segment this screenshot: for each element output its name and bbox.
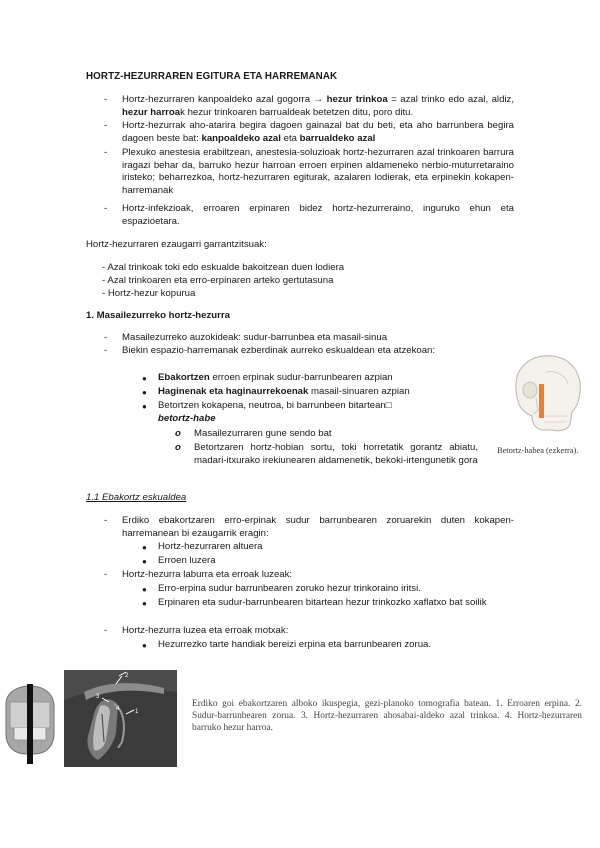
intro-item-3: Plexuko anestesia erabiltzean, anestesia-soluzioak hortz-hezurraren azal trinkoaren barrura iragazi behar da, barruko hezur harroan erroen erpinen aldameneko nerbio-muturretaraino iristeko; beharrezkoa, hortz-hezurraren egiturak, azalaren lodierak, eta erpinekin kokapen-harremanak [122,147,514,197]
section-1-item-2: Biekin espazio-harremanak ezberdinak aurreko eskualdean eta atzekoan: [122,345,436,356]
section-1-subsub-1: Masailezurraren gune sendo bat [194,428,332,439]
bullet-icon: ● [142,543,147,552]
dash-marker: - [104,332,108,343]
ct-label-4: 4 [116,706,120,712]
intro-item-4: Hortz-infekzioak, erroaren erpinaren bidez hortz-hezurreraino, inguruko ehun eta espazioetara. [122,203,514,227]
section-1-1-sub: Hortz-hezurraren altuera [158,541,263,552]
dash-marker: - [104,625,108,636]
features-heading: Hortz-hezurraren ezaugarri garrantzitsuak: [86,239,267,250]
ct-label-1: 1 [135,709,139,715]
ct-caption: Erdiko goi ebakortzaren alboko ikuspegia, gezi-planoko tomografia batean. 1. Erroaren erpina. 2. Sudur-barrunbearen zorua. 3. Hortz-hezurraren ahosabai-aldeko azal trinkoa. 4. Hortz-hezurraren barruko hezur harroa. [192,699,582,733]
section-1-sub-2: Haginenak eta haginaurrekoenak masail-sinuaren azpian [158,386,410,397]
ct-label-3: 3 [96,694,100,700]
section-1-1-item-3: Hortz-hezurra luzea eta erroak motxak: [122,625,289,636]
bullet-icon: ● [142,641,147,650]
bullet-icon: ● [142,585,147,594]
bullet-icon: ● [142,557,147,566]
section-1-sub-1: Ebakortzen erroen erpinak sudur-barrunbearen azpian [158,372,393,383]
dash-marker: - [104,515,108,526]
skull-illustration [506,350,586,436]
section-1-1-heading: 1.1 Ebakortz eskualdea [86,492,187,503]
dash-marker: - [104,345,108,356]
intro-item-1: Hortz-hezurraren kanpoaldeko azal gogorra → hezur trinkoa = azal trinko edo azal, aldiz, hezur harroak hezur trinkoaren barrualdeak betetzen ditu, poro ditu. [122,94,514,118]
page-title: HORTZ-HEZURRAREN EGITURA ETA HARREMANAK [86,71,338,82]
feature-item: - Hortz-hezur kopurua [102,288,196,299]
dash-marker: - [104,120,108,131]
section-1-item-1: Masailezurreko auzokideak: sudur-barrunbea eta masail-sinua [122,332,388,343]
section-1-1-sub: Hezurrezko tarte handiak bereizi erpina eta barrunbearen zorua. [158,639,432,650]
feature-item: - Azal trinkoak toki edo eskualde bakoitzean duen lodiera [102,262,345,273]
intro-item-2: Hortz-hezurrak aho-atarira begira dagoen gainazal bat du beti, eta aho barrunbera begira dagoen beste bat: kanpoaldeko azal eta barrualdeko azal [122,120,514,144]
bullet-icon: ● [142,388,147,397]
section-1-1-sub: Erro-erpina sudur barrunbearen zoruko hezur trinkoraino iritsi. [158,583,421,594]
section-1-1-item-2: Hortz-hezurra laburra eta erroak luzeak: [122,569,293,580]
ct-label-2: 2 [125,673,129,679]
section-1-1-sub: Erroen luzera [158,555,216,566]
ct-scan-image [64,670,177,767]
bullet-icon: ● [142,599,147,608]
circle-marker: o [175,428,181,439]
section-1-sub-3: Betortzen kokapena, neutroa, bi barrunbeen bitartean□ betortz-habe [158,400,392,424]
section-1-1-item-1: Erdiko ebakortzaren erro-erpinak sudur barrunbearen zoruarekin duten kokapen-harremanean bi ezaugarrik eragin: [122,515,514,539]
section-1-heading: 1. Masailezurreko hortz-hezurra [86,310,230,321]
skull-caption: Betortz-habea (ezkerra). [497,446,579,455]
section-1-1-sub: Erpinaren eta sudur-barrunbearen bitartean hezur trinkozko xaflatxo bat soilik [158,597,487,608]
dash-marker: - [104,94,108,105]
dash-marker: - [104,203,108,214]
bullet-icon: ● [142,374,147,383]
dash-marker: - [104,147,108,158]
bullet-icon: ● [142,402,147,411]
dash-marker: - [104,569,108,580]
head-orientation-diagram [0,684,60,764]
section-1-subsub-2: Betortzaren hortz-hobian sortu, toki horretatik gorantz abiatu, madari-itxurako irekiunearen aldamenetik, bekoki-irtengunetik gora [194,442,478,466]
circle-marker: o [175,442,181,453]
feature-item: - Azal trinkoaren eta erro-erpinaren arteko gertutasuna [102,275,334,286]
